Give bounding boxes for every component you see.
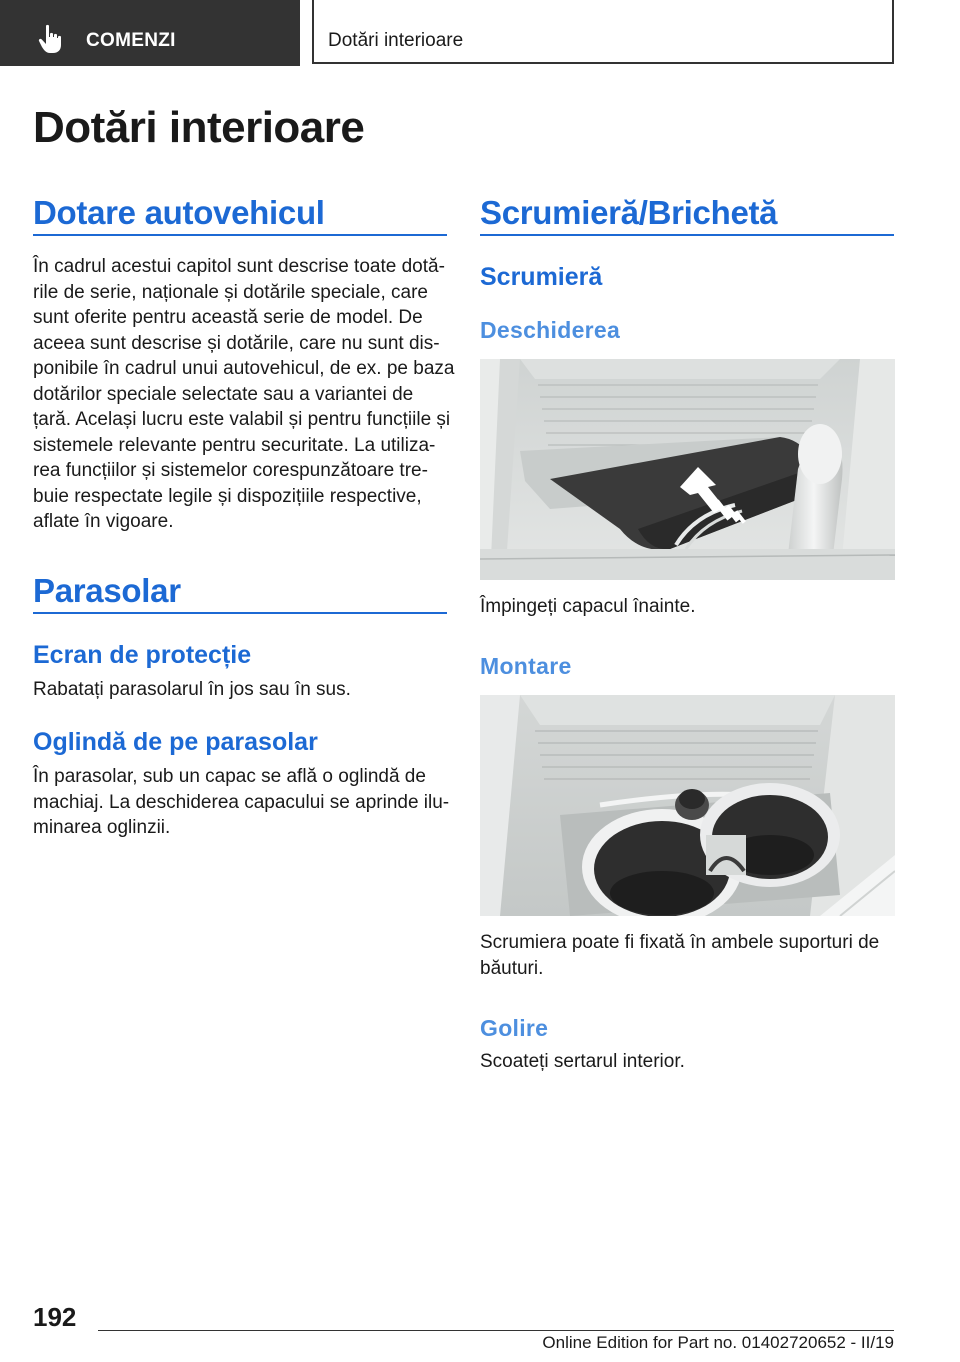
section-rule bbox=[33, 234, 447, 236]
footer-edition: Online Edition for Part no. 01402720652 - II/19 bbox=[542, 1333, 894, 1352]
header-tab-comenzi[interactable] bbox=[0, 0, 300, 66]
text-line: aceea sunt descrise și dotările, care nu sunt dis- bbox=[33, 332, 440, 354]
subsection-title-oglinda: Oglindă de pe parasolar bbox=[33, 728, 318, 756]
section-title-scrumiera-bricheta: Scrumieră/Brichetă bbox=[480, 194, 778, 231]
heading-montare: Montare bbox=[480, 653, 572, 679]
heading-deschiderea: Deschiderea bbox=[480, 317, 621, 343]
text-line: sunt oferite pentru această serie de model. De bbox=[33, 307, 423, 328]
text-line: rea funcțiilor și sistemelor corespunzătoare tre- bbox=[33, 460, 428, 481]
chapter-header bbox=[312, 0, 894, 64]
paragraph-oglinda bbox=[33, 764, 449, 841]
caption-emptying: Scoateți sertarul interior. bbox=[480, 1051, 685, 1072]
page-number: 192 bbox=[33, 1302, 77, 1332]
text-line: aflate în vigoare. bbox=[33, 511, 174, 532]
footer-rule bbox=[98, 1330, 894, 1331]
caption-opening: Împingeți capacul înainte. bbox=[480, 596, 696, 617]
figure-ashtray-opening bbox=[480, 359, 895, 580]
page-title: Dotări interioare bbox=[33, 103, 365, 152]
figure-ashtray-mounting bbox=[480, 695, 895, 916]
hand-pointer-icon bbox=[38, 24, 64, 54]
paragraph-ecran bbox=[33, 677, 351, 703]
tab-label: COMENZI bbox=[86, 30, 176, 51]
text-line: În parasolar, sub un capac se află o oglindă de bbox=[33, 766, 426, 787]
subsection-title-ecran: Ecran de protecție bbox=[33, 641, 252, 669]
paragraph-dotare-autovehicul bbox=[33, 254, 454, 535]
section-title-dotare-autovehicul: Dotare autovehicul bbox=[33, 194, 325, 231]
text-line: dotărilor speciale selectate sau a variantei de bbox=[33, 383, 414, 405]
text-line: ponibile în cadrul unui autovehicul, de ex. pe baza bbox=[33, 358, 455, 379]
subsection-title-scrumiera: Scrumieră bbox=[480, 263, 603, 291]
text-line: băuturi. bbox=[480, 957, 544, 979]
text-line: Scrumiera poate fi fixată în ambele suporturi de bbox=[480, 932, 880, 953]
section-rule bbox=[33, 612, 447, 614]
text-line: Rabatați parasolarul în jos sau în sus. bbox=[33, 679, 351, 700]
text-line: minarea oglinzii. bbox=[33, 817, 171, 838]
text-line: În cadrul acestui capitol sunt descrise toate dotă- bbox=[33, 256, 445, 277]
section-rule bbox=[480, 234, 894, 236]
text-line: sistemele relevante pentru securitate. La utiliza- bbox=[33, 434, 436, 456]
text-line: țară. Același lucru este valabil și pentru funcțiile și bbox=[33, 409, 451, 430]
text-line: machiaj. La deschiderea capacului se aprinde ilu- bbox=[33, 791, 450, 813]
text-line: rile de serie, naționale și dotările speciale, care bbox=[33, 281, 428, 303]
heading-golire: Golire bbox=[480, 1015, 549, 1041]
text-line: buie respectate legile și dispozițiile respective, bbox=[33, 485, 422, 507]
paragraph-montare bbox=[480, 930, 879, 981]
chapter-label: Dotări interioare bbox=[328, 30, 464, 51]
section-title-parasolar: Parasolar bbox=[33, 572, 181, 609]
